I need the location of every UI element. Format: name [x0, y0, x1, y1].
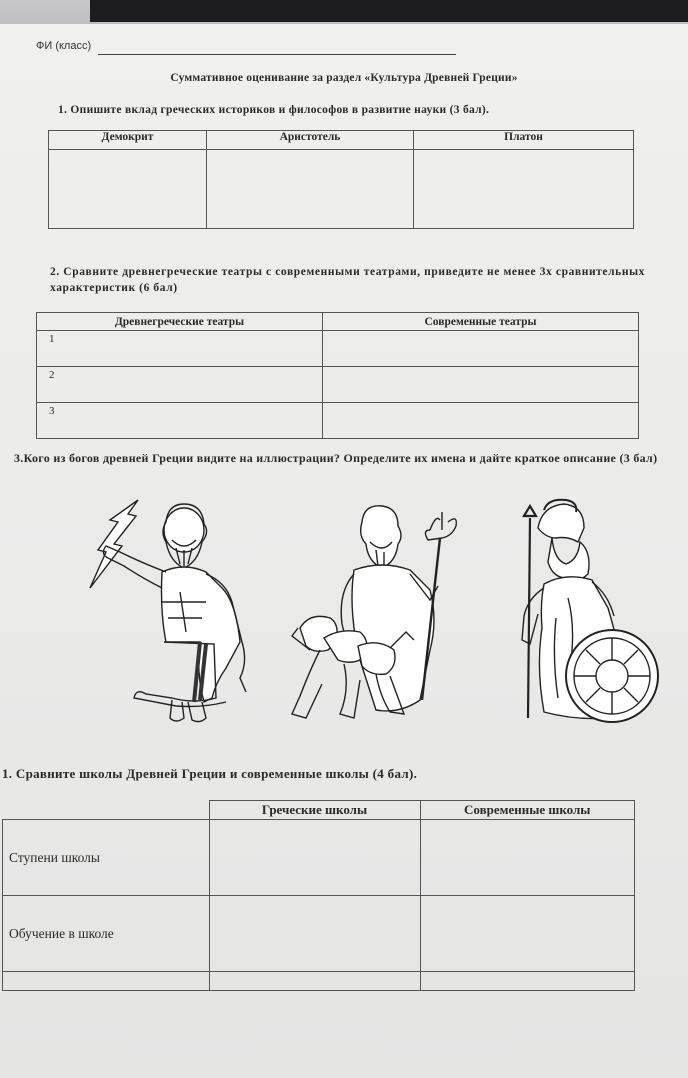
- empty-cell: [3, 972, 210, 991]
- answer-cell[interactable]: [49, 150, 207, 229]
- empty-header-cell: [3, 801, 210, 820]
- fio-underline: [98, 54, 456, 55]
- question-3: 3.Кого из богов древней Греции видите на иллюстрации? Определите их имена и дайте краткое описание (3 бал): [14, 451, 658, 465]
- answer-cell[interactable]: [209, 820, 420, 896]
- question-1: 1. Опишите вклад греческих историков и философов в развитие науки (3 бал).: [58, 104, 490, 116]
- row-label-school-education: Обучение в школе: [3, 896, 210, 972]
- page-title: Суммативное оценивание за раздел «Культура Древней Греции»: [170, 72, 518, 84]
- col-aristotle: Аристотель: [207, 131, 414, 150]
- hades-illustration: [280, 500, 470, 728]
- answer-cell[interactable]: [323, 403, 639, 439]
- empty-cell: [420, 972, 635, 991]
- question-4-table: [2, 800, 635, 991]
- row-label-school-levels: Ступени школы: [3, 820, 210, 896]
- answer-cell[interactable]: [207, 150, 414, 229]
- answer-cell[interactable]: [414, 150, 634, 229]
- col-plato: Платон: [414, 131, 634, 150]
- zeus-illustration: [76, 492, 260, 728]
- question-1-table: [48, 130, 634, 229]
- col-greek-schools: Греческие школы: [209, 801, 420, 820]
- answer-cell[interactable]: [420, 896, 635, 972]
- photo-dark-object: [90, 0, 688, 22]
- empty-cell: [209, 972, 420, 991]
- col-democritus: Демокрит: [49, 131, 207, 150]
- answer-cell[interactable]: [323, 367, 639, 403]
- row-number: 1: [37, 331, 323, 367]
- row-number: 3: [37, 403, 323, 439]
- answer-cell[interactable]: [209, 896, 420, 972]
- answer-cell[interactable]: [323, 331, 639, 367]
- col-modern-theatre: Современные театры: [323, 313, 639, 331]
- col-modern-schools: Современные школы: [420, 801, 635, 820]
- question-2-table: [36, 312, 639, 439]
- answer-cell[interactable]: [420, 820, 635, 896]
- row-number: 2: [37, 367, 323, 403]
- question-2: 2. Сравните древнегреческие театры с современными театрами, приведите не менее 3х сравнительных характеристик (6 бал): [50, 266, 646, 294]
- col-ancient-theatre: Древнегреческие театры: [37, 313, 323, 331]
- question-4: 1. Сравните школы Древней Греции и современные школы (4 бал).: [2, 766, 418, 781]
- fio-label: ФИ (класс): [36, 40, 92, 52]
- athena-illustration: [508, 498, 666, 728]
